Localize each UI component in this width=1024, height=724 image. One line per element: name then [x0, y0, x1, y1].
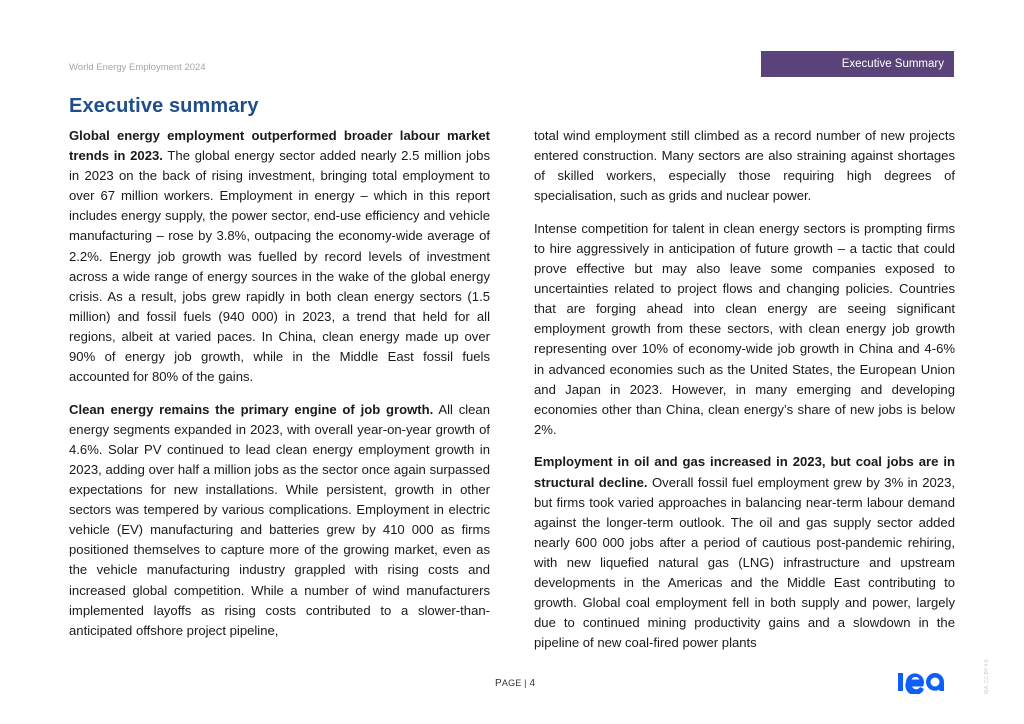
paragraph-lead: Global energy employment outperformed broader labour market trends in 2023. [69, 128, 490, 164]
paragraph-body: total wind employment still climbed as a record number of new projects entered construction. Many sectors are also straining against shortages of skilled workers, especially those requiring high degrees of specialisation, such as grids and nuclear power. [534, 128, 955, 204]
page-label-rest: AGE [501, 678, 522, 688]
paragraph-lead: Clean energy remains the primary engine of job growth. [69, 401, 434, 417]
page-title: Executive summary [69, 95, 259, 117]
logo-a [926, 673, 944, 691]
paragraph [69, 400, 490, 641]
page-label-initial: P [495, 678, 502, 689]
logo-bar [898, 673, 903, 691]
right-column [534, 126, 955, 666]
paragraph [534, 219, 955, 440]
page-number-value: 4 [529, 678, 536, 689]
paragraph [69, 126, 490, 387]
paragraph-body: Overall fossil fuel employment grew by 3% in 2023, but firms took varied approaches in balancing near-term labour demand against the longer-term outlook. The oil and gas supply sector added nearly 600 000 jobs after a period of cautious post-pandemic rehiring, with new liquefied natural gas (LNG) infrastructure and upstream developments in the Americas and the Middle East contributing to growth. Global coal employment fell in both supply and power, largely due to continued mining productivity gains and a slowdown in the pipeline of new coal-fired power plants [534, 474, 955, 651]
logo-e [905, 673, 924, 694]
paragraph-body: All clean energy segments expanded in 2023, with overall year-on-year growth of 4.6%. Solar PV continued to lead clean energy employment growth in 2023, adding over half a million jobs as the sector once again surpassed expectations for new installations. While persistent, growth in other sectors was tempered by various complications. Employment in electric vehicle (EV) manufacturing and batteries grew by 410 000 as firms positioned themselves to capture more of the growing market, even as the vehicle manufacturing industry grappled with rising costs and increased global competition. While a number of wind manufacturers implemented layoffs as rising costs contributed to a slower-than-anticipated offshore project pipeline, [69, 401, 490, 638]
report-title: World Energy Employment 2024 [69, 62, 206, 73]
iea-logo [898, 670, 954, 699]
paragraph-body: The global energy sector added nearly 2.5 million jobs in 2023 on the back of rising investment, bringing total employment to over 67 million workers. Employment in energy – which in this report includes energy supply, the power sector, end-use efficiency and vehicle manufacturing – rose by 3.8%, outpacing the economy-wide average of 2.2%. Energy job growth was fuelled by record levels of investment across a wide range of energy sources in the wake of the global energy crisis. As a result, jobs grew rapidly in both clean energy sectors (1.5 million) and fossil fuels (940 000) in 2023, a trend that held for all regions, albeit at varied paces. In China, clean energy made up over 90% of energy job growth, while in the Middle East fossil fuels accounted for 80% of the gains. [69, 148, 491, 385]
license-notice: IEA. CC BY 4.0. [984, 658, 990, 694]
iea-logo-icon [898, 670, 954, 694]
paragraph [534, 126, 955, 206]
page-number [495, 678, 535, 689]
left-column [69, 126, 490, 653]
paragraph-lead: Employment in oil and gas increased in 2023, but coal jobs are in structural decline. [534, 454, 955, 490]
section-tab [761, 51, 954, 77]
paragraph [534, 452, 955, 653]
page-separator: | [521, 678, 530, 688]
paragraph-body: Intense competition for talent in clean energy sectors is prompting firms to hire aggressively in anticipation of future growth – a tactic that could prove effective but may also leave some companies exposed to uncertainties related to project flows and changing policies. Countries that are forging ahead into clean energy are seeing significant employment growth from these sectors, with clean energy job growth representing over 10% of economy-wide job growth in China and 4-6% in advanced economies such as the United States, the European Union and Japan in 2023. However, in many emerging and developing economies other than China, clean energy’s share of new jobs is below 2%. [534, 220, 955, 437]
section-tab-label: Executive Summary [841, 58, 944, 70]
